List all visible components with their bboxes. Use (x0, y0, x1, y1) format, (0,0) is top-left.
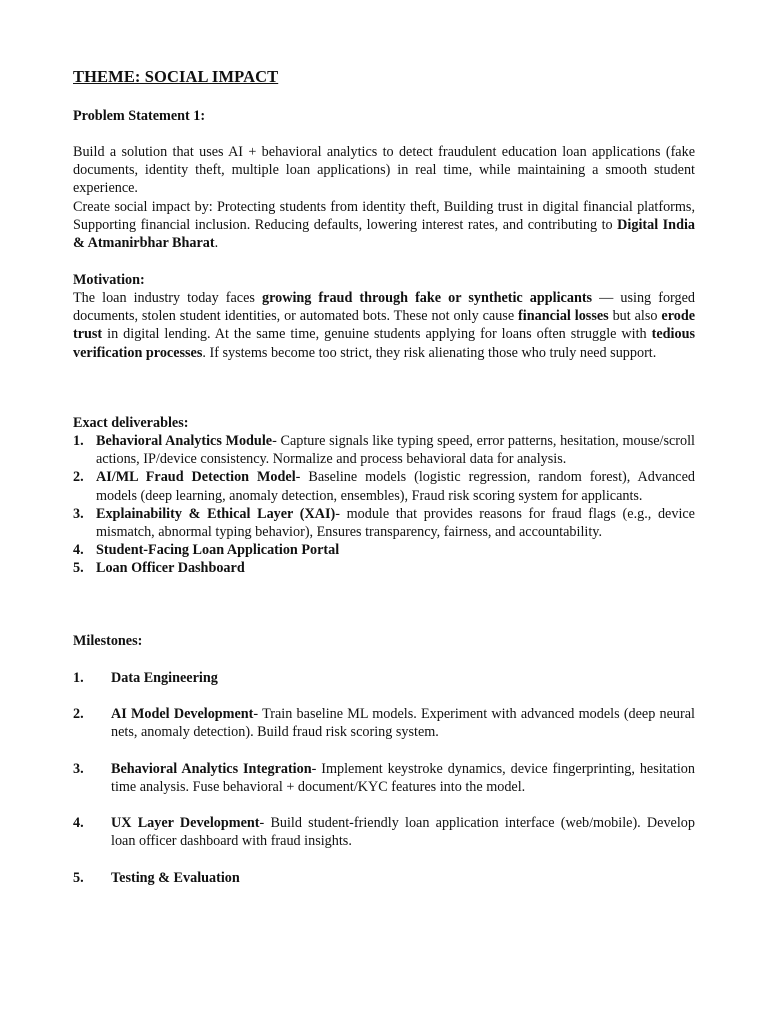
deliverable-item (73, 505, 695, 541)
milestone-number: 3. (73, 761, 84, 777)
deliverable-text: - module that provides reasons for fraud flags (e.g., device mismatch, abnormal typing behavior), Ensures transparency, fairness, and accountability. (96, 505, 695, 541)
motivation-text-1: The loan industry today faces (73, 290, 262, 306)
milestone-text: - Build student-friendly loan application interface (web/mobile). Develop loan officer dashboard with fraud insights. (111, 815, 695, 850)
para2-bold: Digital India & Atmanirbhar Bharat (73, 217, 695, 252)
para2-end: . (214, 235, 219, 252)
deliverable-number: 3. (73, 505, 84, 522)
deliverable-item (73, 468, 695, 504)
deliverable-text: - Baseline models (logistic regression, random forest), Advanced models (deep learning, anomaly detection, ensembles), Fraud risk scoring system for applicants. (96, 469, 695, 504)
deliverable-number: 1. (73, 433, 84, 449)
problem-statement-heading: Problem Statement 1: (73, 108, 206, 124)
milestone-item (73, 814, 695, 850)
motivation-heading: Motivation: (73, 272, 145, 288)
deliverable-title: Explainability & Ethical Layer (XAI) (96, 505, 336, 522)
milestone-title: Data Engineering (111, 670, 218, 686)
deliverable-title: Student-Facing Loan Application Portal (96, 542, 340, 559)
motivation-bold-2: financial losses (518, 308, 609, 325)
deliverable-item (73, 432, 695, 468)
milestone-title: Testing & Evaluation (111, 870, 240, 886)
deliverable-item (73, 559, 695, 577)
motivation-paragraph (73, 289, 695, 362)
milestone-item (73, 669, 695, 687)
motivation-text-4: in digital lending. At the same time, genuine students applying for loans often struggle with (102, 326, 652, 343)
milestone-number: 1. (73, 670, 84, 686)
milestone-number: 5. (73, 870, 84, 886)
deliverable-title: AI/ML Fraud Detection Model (96, 469, 296, 486)
deliverable-title: Behavioral Analytics Module (96, 433, 273, 449)
deliverables-list (73, 432, 695, 578)
milestone-title: Behavioral Analytics Integration (111, 761, 312, 777)
motivation-bold-3: erode trust (73, 308, 696, 343)
deliverable-number: 5. (73, 560, 84, 577)
milestone-text: - Train baseline ML models. Experiment with advanced models (deep neural nets, anomaly detection). Build fraud risk scoring system. (111, 706, 695, 741)
deliverable-item (73, 541, 695, 559)
milestone-item (73, 869, 695, 887)
deliverable-number: 2. (73, 469, 84, 486)
milestone-item (73, 760, 695, 796)
milestone-text: - Implement keystroke dynamics, device fingerprinting, hesitation time analysis. Fuse behavioral + document/KYC features into the model. (111, 761, 695, 796)
deliverables-heading: Exact deliverables: (73, 415, 189, 431)
deliverable-number: 4. (73, 542, 84, 559)
theme-title: THEME: SOCIAL IMPACT (73, 67, 279, 86)
para2-text: Create social impact by: Protecting students from identity theft, Building trust in digital financial platforms, Supporting financial inclusion. Reducing defaults, lowering interest rates, and contributing to (73, 199, 695, 234)
deliverable-title: Loan Officer Dashboard (96, 560, 245, 577)
milestone-title: AI Model Development (111, 706, 254, 722)
milestone-item (73, 705, 695, 741)
motivation-text-3: but also (608, 308, 662, 325)
milestone-number: 2. (73, 706, 84, 722)
motivation-bold-4: tedious verification processes (73, 326, 695, 361)
motivation-bold-1: growing fraud through fake or synthetic applicants (261, 290, 593, 306)
milestone-title: UX Layer Development (111, 815, 260, 831)
milestone-number: 4. (73, 815, 84, 831)
milestones-heading: Milestones: (73, 633, 143, 649)
problem-statement-paragraph-1: Build a solution that uses AI + behavioral analytics to detect fraudulent education loan applications (fake documents, identity theft, multiple loan applications) in real time, while maintaining a smooth student experience. (73, 144, 695, 197)
motivation-text-5: . If systems become too strict, they risk alienating those who truly need support. (202, 344, 657, 361)
problem-statement-paragraph-2 (73, 198, 695, 253)
motivation-text-2: — using forged documents, stolen student identities, or automated bots. These not only cause (73, 290, 695, 325)
deliverable-text: - Capture signals like typing speed, error patterns, hesitation, mouse/scroll actions, IP/device consistency. Normalize and process behavioral data for analysis. (96, 433, 695, 468)
